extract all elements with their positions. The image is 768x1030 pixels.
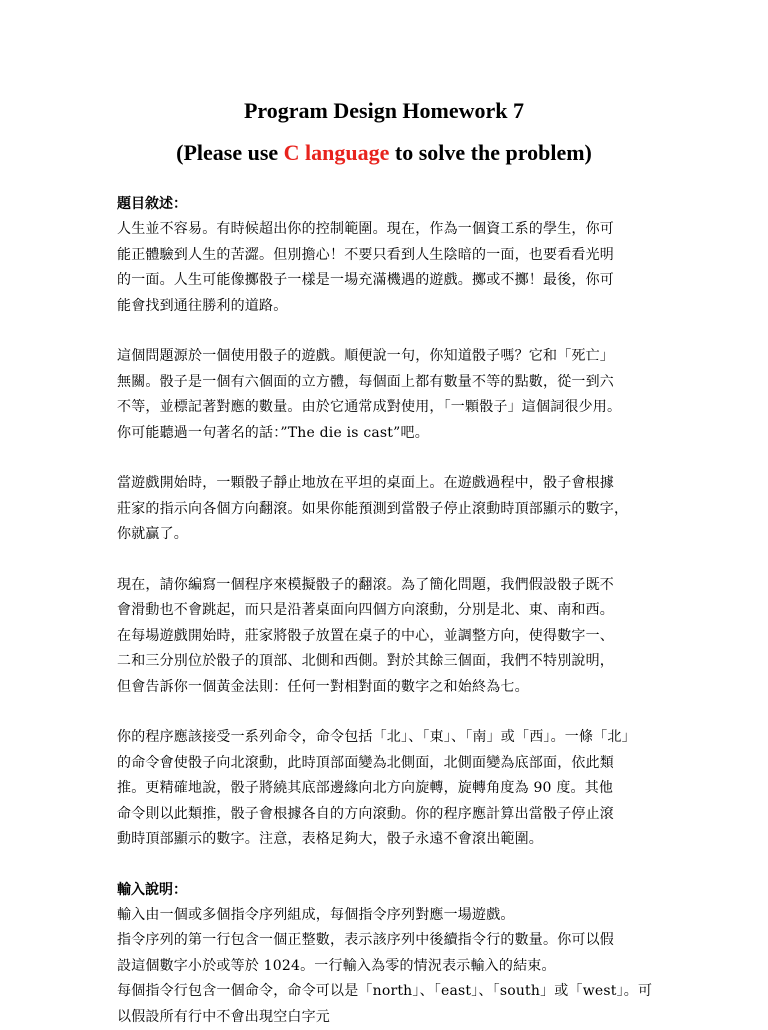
text-line: 能正體驗到人生的苦澀。但別擔心！不要只看到人生陰暗的一面，也要看看光明 [117,243,651,269]
input-description-heading: 輸入說明： [117,878,651,903]
text-line: 推。更精確地說，骰子將繞其底部邊緣向北方向旋轉，旋轉角度為 90 度。其他 [117,776,651,802]
paragraph-4 [117,573,651,701]
text-line: 現在，請你編寫一個程序來模擬骰子的翻滾。為了簡化問題，我們假設骰子既不 [117,573,651,599]
input-description [117,903,651,1030]
text-line: 無關。骰子是一個有六個面的立方體，每個面上都有數量不等的點數，從一到六 [117,370,651,396]
text-line: 你的程序應該接受一系列命令，命令包括「北」、「東」、「南」或「西」。一條「北」 [117,725,651,751]
text-line: 不等，並標記著對應的數量。由於它通常成對使用，「一顆骰子」這個詞很少用。 [117,395,651,421]
subtitle-prefix: (Please use [176,140,284,165]
text-line: 但會告訴你一個黃金法則：任何一對相對面的數字之和始終為七。 [117,675,651,701]
text-line: 在每場遊戲開始時，莊家將骰子放置在桌子的中心，並調整方向，使得數字一、 [117,624,651,650]
text-line: 的命令會使骰子向北滾動，此時頂部面變為北側面，北側面變為底部面，依此類 [117,751,651,777]
text-line: 當遊戲開始時，一顆骰子靜止地放在平坦的桌面上。在遊戲過程中，骰子會根據 [117,471,651,497]
text-line: 動時頂部顯示的數字。注意，表格足夠大，骰子永遠不會滾出範圍。 [117,827,651,853]
text-line: 指令序列的第一行包含一個正整數，表示該序列中後續指令行的數量。你可以假 [117,928,651,954]
text-line: 莊家的指示向各個方向翻滾。如果你能預測到當骰子停止滾動時頂部顯示的數字， [117,497,651,523]
text-line: 你就贏了。 [117,522,651,548]
document-title: Program Design Homework 7 [117,0,651,124]
text-line: 你可能聽過一句著名的話：”The die is cast”吧。 [117,421,651,447]
text-line: 人生並不容易。有時候超出你的控制範圍。現在，作為一個資工系的學生，你可 [117,217,651,243]
subtitle-language: C language [284,140,390,165]
text-line: 的一面。人生可能像擲骰子一樣是一場充滿機遇的遊戲。擲或不擲！最後，你可 [117,268,651,294]
text-line: 命令則以此類推，骰子會根據各自的方向滾動。你的程序應計算出當骰子停止滾 [117,802,651,828]
task-description-heading: 題目敘述： [117,192,651,217]
text-line: 能會找到通往勝利的道路。 [117,294,651,320]
text-line: 以假設所有行中不會出現空白字元 [117,1005,651,1030]
text-line: 設這個數字小於或等於 1024。一行輸入為零的情況表示輸入的結束。 [117,954,651,980]
text-line: 會滑動也不會跳起，而只是沿著桌面向四個方向滾動，分別是北、東、南和西。 [117,598,651,624]
paragraph-2 [117,344,651,446]
paragraph-5 [117,725,651,853]
text-line: 每個指令行包含一個命令，命令可以是「north」、「east」、「south」或「west」。可 [117,979,651,1005]
subtitle-suffix: to solve the problem) [389,140,591,165]
paragraph-3 [117,471,651,548]
text-line: 輸入由一個或多個指令序列組成，每個指令序列對應一場遊戲。 [117,903,651,929]
paragraph-1 [117,217,651,319]
document-subtitle [117,140,651,166]
text-line: 二和三分別位於骰子的頂部、北側和西側。對於其餘三個面，我們不特別說明， [117,649,651,675]
text-line: 這個問題源於一個使用骰子的遊戲。順便說一句，你知道骰子嗎？它和「死亡」 [117,344,651,370]
